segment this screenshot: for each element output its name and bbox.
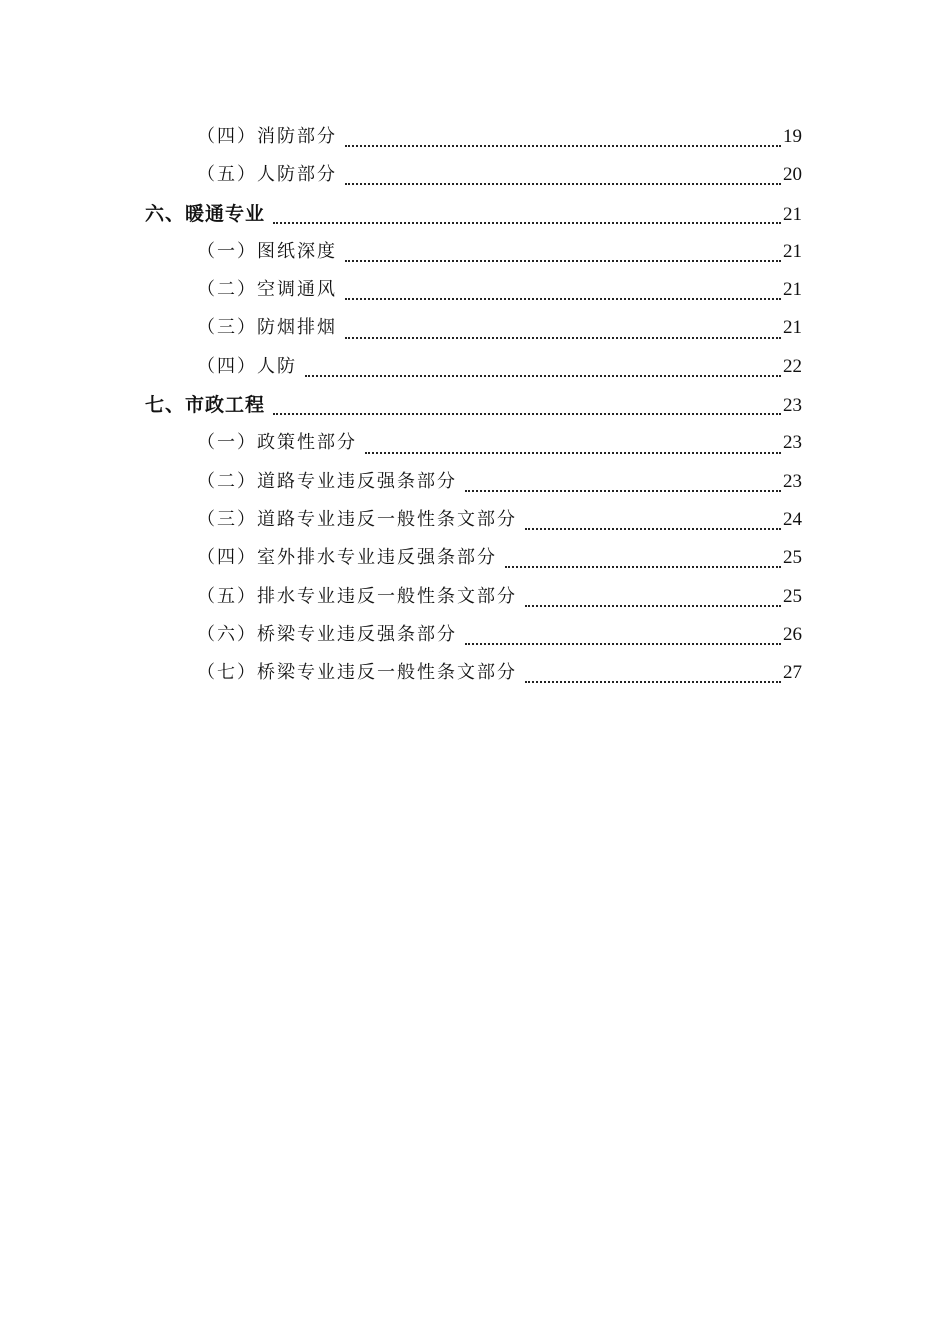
toc-entry[interactable] xyxy=(197,233,802,271)
toc-entry-page: 21 xyxy=(783,279,802,301)
toc-entry[interactable] xyxy=(197,463,802,501)
toc-entry-title: （一）图纸深度 xyxy=(197,240,337,262)
toc-entry-page: 21 xyxy=(783,317,802,339)
toc-entry-title: （三）道路专业违反一般性条文部分 xyxy=(197,508,517,530)
toc-entry-title: （四）人防 xyxy=(197,355,297,377)
toc-entry[interactable] xyxy=(197,348,802,386)
toc-entry[interactable] xyxy=(197,271,802,309)
toc-entry-page: 20 xyxy=(783,164,802,186)
toc-entry-page: 21 xyxy=(783,203,802,225)
toc-leader-dots xyxy=(345,143,781,147)
toc-entry-title: （五）排水专业违反一般性条文部分 xyxy=(197,585,517,607)
toc-entry-title: （四）室外排水专业违反强条部分 xyxy=(197,547,497,569)
toc-leader-dots xyxy=(305,373,781,377)
toc-section-title: 六、暖通专业 xyxy=(145,202,266,225)
toc-leader-dots xyxy=(525,603,781,607)
toc-entry-page: 25 xyxy=(783,547,802,569)
toc-entry-page: 23 xyxy=(783,395,802,417)
toc-leader-dots xyxy=(505,564,781,568)
toc-entry[interactable] xyxy=(197,539,802,577)
toc-entry-page: 21 xyxy=(783,240,802,262)
toc-entry-page: 25 xyxy=(783,585,802,607)
toc-leader-dots xyxy=(465,488,781,492)
toc-entry-page: 26 xyxy=(783,623,802,645)
toc-leader-dots xyxy=(525,679,781,683)
toc-leader-dots xyxy=(345,335,781,339)
toc-section-entry[interactable] xyxy=(145,195,802,233)
toc-entry-page: 24 xyxy=(783,508,802,530)
toc-leader-dots xyxy=(273,411,781,415)
toc-entry-title: （七）桥梁专业违反一般性条文部分 xyxy=(197,662,517,684)
toc-entry-title: （二）道路专业违反强条部分 xyxy=(197,470,457,492)
toc-entry[interactable] xyxy=(197,578,802,616)
toc-entry-page: 22 xyxy=(783,355,802,377)
toc-leader-dots xyxy=(273,220,781,224)
toc-entry-page: 19 xyxy=(783,126,802,147)
toc-entry-page: 27 xyxy=(783,662,802,684)
toc-section-title: 七、市政工程 xyxy=(145,394,266,417)
toc-entry[interactable] xyxy=(197,118,802,156)
toc-entry[interactable] xyxy=(197,654,802,692)
toc-entry-title: （二）空调通风 xyxy=(197,279,337,301)
toc-leader-dots xyxy=(365,450,781,454)
toc-entry[interactable] xyxy=(197,616,802,654)
toc-leader-dots xyxy=(465,641,781,645)
toc-section-entry[interactable] xyxy=(145,386,802,424)
toc-entry-title: （三）防烟排烟 xyxy=(197,317,337,339)
toc-entry-page: 23 xyxy=(783,470,802,492)
toc-entry-title: （五）人防部分 xyxy=(197,164,337,186)
toc-entry-title: （一）政策性部分 xyxy=(197,432,357,454)
toc-entry-title: （六）桥梁专业违反强条部分 xyxy=(197,623,457,645)
toc-leader-dots xyxy=(345,296,781,300)
toc-entry[interactable] xyxy=(197,309,802,347)
toc-leader-dots xyxy=(345,181,781,185)
table-of-contents xyxy=(0,118,950,692)
toc-leader-dots xyxy=(345,258,781,262)
toc-entry-title: （四）消防部分 xyxy=(197,126,337,147)
toc-entry[interactable] xyxy=(197,156,802,194)
toc-entry[interactable] xyxy=(197,501,802,539)
toc-entry[interactable] xyxy=(197,424,802,462)
toc-leader-dots xyxy=(525,526,781,530)
toc-entry-page: 23 xyxy=(783,432,802,454)
